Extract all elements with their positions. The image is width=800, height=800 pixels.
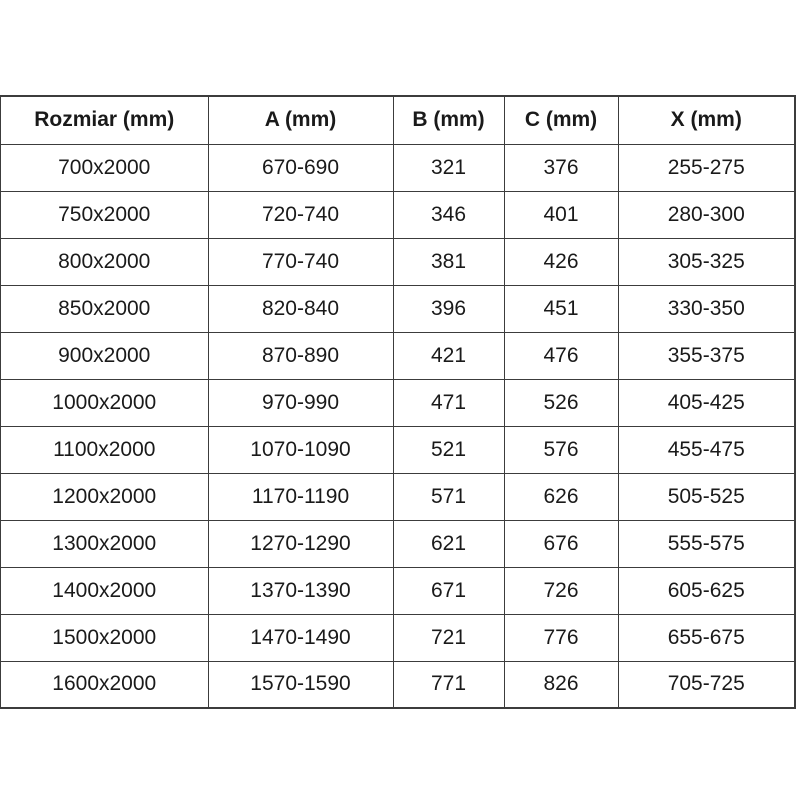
table-cell: 471	[393, 379, 504, 426]
table-cell: 1170-1190	[208, 473, 393, 520]
table-cell: 626	[504, 473, 618, 520]
table-cell: 850x2000	[0, 285, 208, 332]
table-cell: 1200x2000	[0, 473, 208, 520]
table-cell: 776	[504, 614, 618, 661]
table-row	[0, 191, 795, 238]
table-cell: 671	[393, 567, 504, 614]
column-header-c: C (mm)	[504, 96, 618, 144]
table-header-row	[0, 96, 795, 144]
table-cell: 355-375	[618, 332, 795, 379]
table-row	[0, 238, 795, 285]
table-cell: 720-740	[208, 191, 393, 238]
table-cell: 571	[393, 473, 504, 520]
table-cell: 255-275	[618, 144, 795, 191]
table-row	[0, 520, 795, 567]
column-header-a: A (mm)	[208, 96, 393, 144]
table-cell: 521	[393, 426, 504, 473]
table-cell: 900x2000	[0, 332, 208, 379]
table-cell: 1270-1290	[208, 520, 393, 567]
table-cell: 1570-1590	[208, 661, 393, 708]
column-header-x: X (mm)	[618, 96, 795, 144]
table-cell: 1500x2000	[0, 614, 208, 661]
table-cell: 280-300	[618, 191, 795, 238]
table-cell: 330-350	[618, 285, 795, 332]
table-cell: 526	[504, 379, 618, 426]
table-cell: 750x2000	[0, 191, 208, 238]
table-cell: 381	[393, 238, 504, 285]
table-cell: 1070-1090	[208, 426, 393, 473]
table-cell: 721	[393, 614, 504, 661]
table-row	[0, 332, 795, 379]
table-cell: 870-890	[208, 332, 393, 379]
table-cell: 800x2000	[0, 238, 208, 285]
table-cell: 451	[504, 285, 618, 332]
table-row	[0, 379, 795, 426]
table-row	[0, 426, 795, 473]
table-row	[0, 614, 795, 661]
table-cell: 426	[504, 238, 618, 285]
table-cell: 1600x2000	[0, 661, 208, 708]
table-cell: 1100x2000	[0, 426, 208, 473]
table-cell: 555-575	[618, 520, 795, 567]
table-cell: 401	[504, 191, 618, 238]
table-cell: 621	[393, 520, 504, 567]
table-cell: 670-690	[208, 144, 393, 191]
table-cell: 970-990	[208, 379, 393, 426]
table-cell: 346	[393, 191, 504, 238]
table-cell: 770-740	[208, 238, 393, 285]
table-row	[0, 661, 795, 708]
table-cell: 605-625	[618, 567, 795, 614]
table-cell: 826	[504, 661, 618, 708]
table-cell: 1300x2000	[0, 520, 208, 567]
table-cell: 576	[504, 426, 618, 473]
table-cell: 771	[393, 661, 504, 708]
table-cell: 1370-1390	[208, 567, 393, 614]
table-cell: 1470-1490	[208, 614, 393, 661]
column-header-b: B (mm)	[393, 96, 504, 144]
table-cell: 726	[504, 567, 618, 614]
size-chart-table	[0, 95, 796, 709]
table-cell: 700x2000	[0, 144, 208, 191]
table-cell: 476	[504, 332, 618, 379]
table-cell: 655-675	[618, 614, 795, 661]
table-cell: 455-475	[618, 426, 795, 473]
table-cell: 1400x2000	[0, 567, 208, 614]
table-cell: 505-525	[618, 473, 795, 520]
table-cell: 676	[504, 520, 618, 567]
table-cell: 421	[393, 332, 504, 379]
table-cell: 405-425	[618, 379, 795, 426]
table-cell: 820-840	[208, 285, 393, 332]
table-cell: 305-325	[618, 238, 795, 285]
table-cell: 321	[393, 144, 504, 191]
table-cell: 705-725	[618, 661, 795, 708]
column-header-rozmiar: Rozmiar (mm)	[0, 96, 208, 144]
table-row	[0, 473, 795, 520]
table-cell: 376	[504, 144, 618, 191]
table-row	[0, 285, 795, 332]
table-cell: 396	[393, 285, 504, 332]
table-row	[0, 144, 795, 191]
table-row	[0, 567, 795, 614]
table-cell: 1000x2000	[0, 379, 208, 426]
